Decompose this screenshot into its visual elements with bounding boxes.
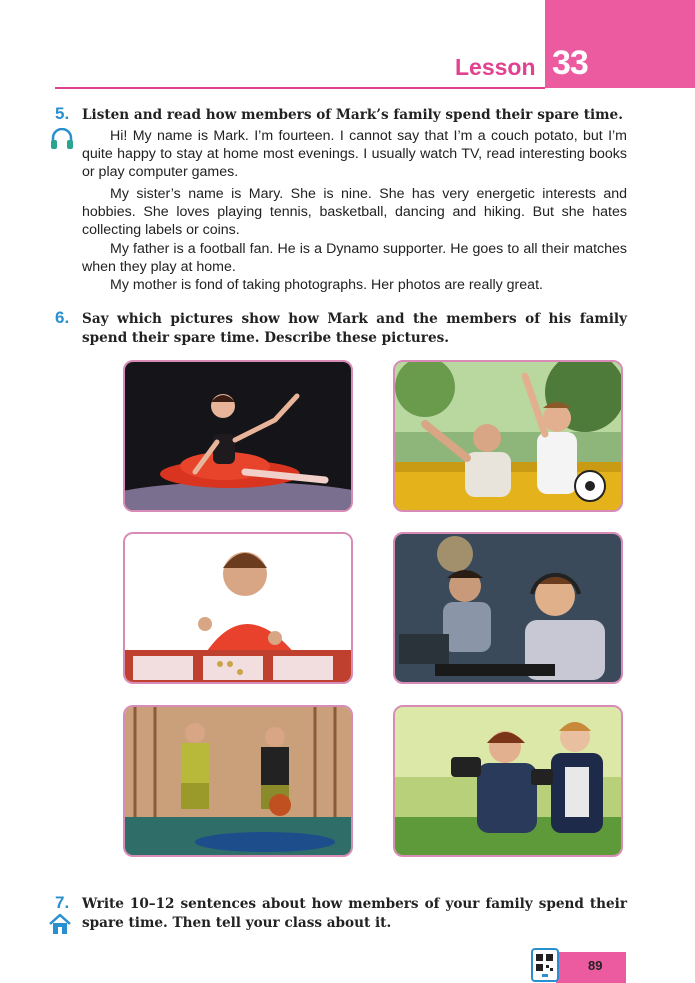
page-number: 89 [588, 958, 603, 973]
paragraph-mother: My mother is fond of taking photographs. Her photos are really great. [110, 277, 543, 293]
exercise-5-title: Listen and read how members of Mark’s family spend their spare time. [82, 107, 623, 123]
picture-computer-games [393, 532, 623, 684]
headphones-icon[interactable] [50, 128, 74, 150]
picture-photography [393, 705, 623, 857]
qr-code-icon[interactable] [531, 948, 559, 982]
exercise-6-number: 6. [55, 308, 70, 327]
paragraph-father: My father is a football fan. He is a Dynamo supporter. He goes to all their matches when they play at home. [82, 241, 627, 276]
paragraph-mark: Hi! My name is Mark. I’m fourteen. I cannot say that I’m a couch potato, but I’m quite happy to stay at home most evenings. I usually watch TV, read interesting books or play computer games. [82, 128, 627, 181]
picture-basketball [123, 705, 353, 857]
picture-ballet-dancer [123, 360, 353, 512]
house-icon [48, 913, 72, 935]
exercise-7-number: 7. [55, 893, 70, 912]
exercise-5-number: 5. [55, 104, 70, 123]
exercise-7-title: Write 10–12 sentences about how members of your family spend their spare time. Then tell your class about it. [82, 896, 627, 931]
picture-coin-collection [123, 532, 353, 684]
exercise-6-title: Say which pictures show how Mark and the members of his family spend their spare time. Describe these pictures. [82, 311, 627, 346]
lesson-label: Lesson [455, 54, 536, 80]
lesson-number: 33 [552, 44, 588, 82]
paragraph-sister: My sister’s name is Mary. She is nine. She has very energetic interests and hobbies. She loves playing tennis, basketball, dancing and hiking. But she hates collecting labels or coins. [82, 186, 627, 239]
header-divider [55, 87, 545, 89]
picture-football-fans [393, 360, 623, 512]
